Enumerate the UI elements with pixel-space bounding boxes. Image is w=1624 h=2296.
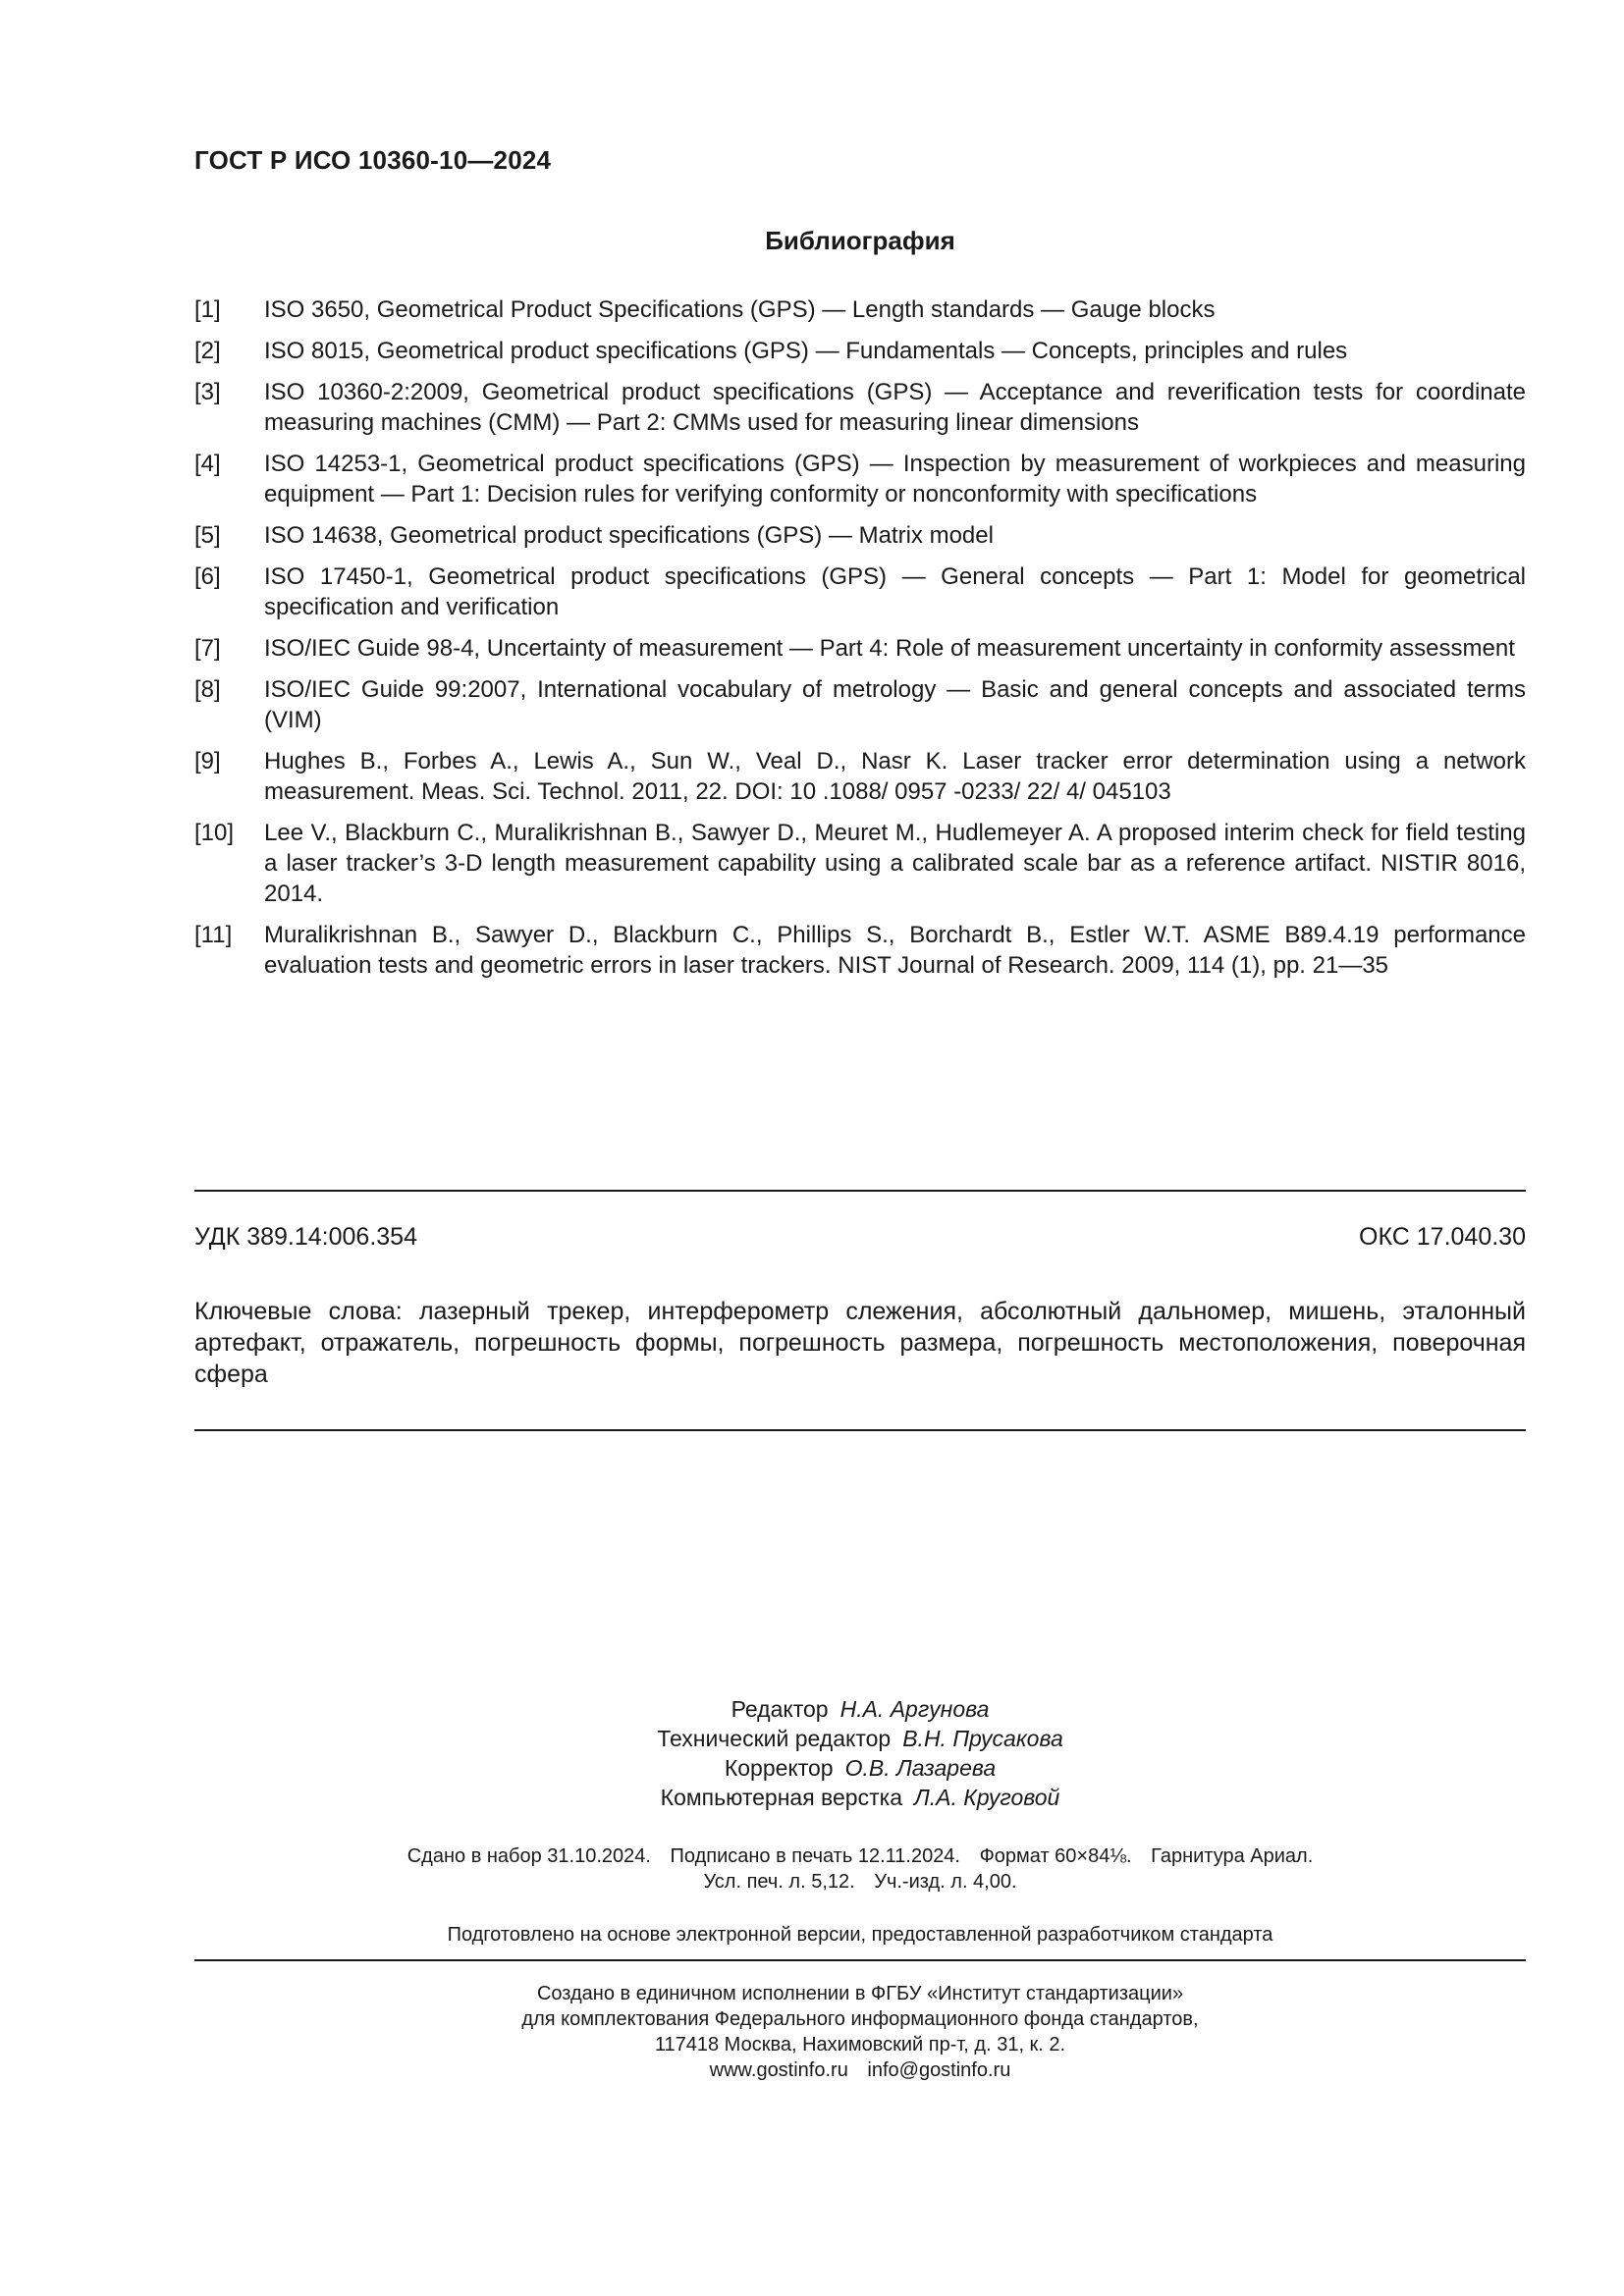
bibliography-item-text: Muralikrishnan B., Sawyer D., Blackburn C., Phillips S., Borchardt B., Estler W.T. ASME B89.4.19 performance evaluation tests and geometric errors in laser trackers. NIST Journal of Research. 2009, 114 (1), pp. 21—35 bbox=[264, 922, 1526, 979]
credit-line bbox=[194, 1724, 1526, 1753]
bibliography-item-number: [8] bbox=[194, 676, 221, 703]
bibliography-item-text: Hughes B., Forbes A., Lewis A., Sun W., Veal D., Nasr K. Laser tracker error determination using a network measurement. Meas. Sci. Technol. 2011, 22. DOI: 10 .1088/ 0957 -0233/ 22/ 4/ 045103 bbox=[264, 748, 1526, 805]
bibliography-item-text: ISO 3650, Geometrical Product Specifications (GPS) — Length standards — Gauge blocks bbox=[264, 296, 1216, 323]
created-contacts bbox=[194, 2057, 1526, 2083]
bibliography-item bbox=[194, 561, 1526, 622]
bibliography-item-number: [9] bbox=[194, 748, 221, 774]
created-block bbox=[194, 1981, 1526, 2083]
bibliography-item-number: [10] bbox=[194, 820, 235, 846]
bibliography-item-text: ISO 14253-1, Geometrical product specifications (GPS) — Inspection by measurement of workpieces and measuring equipment — Part 1: Decision rules for verifying conformity or nonconformity with specifications bbox=[264, 451, 1526, 507]
bibliography-item-number: [1] bbox=[194, 296, 221, 323]
document-page bbox=[194, 0, 1526, 2296]
submitted-date: Сдано в набор 31.10.2024. bbox=[406, 1845, 651, 1867]
bibliography-item-text: ISO 17450-1, Geometrical product specifications (GPS) — General concepts — Part 1: Model for geometrical specification and verification bbox=[264, 563, 1526, 620]
bibliography-item bbox=[194, 294, 1526, 325]
bibliography-item-number: [7] bbox=[194, 635, 221, 662]
bibliography-item-text: ISO 14638, Geometrical product specifications (GPS) — Matrix model bbox=[264, 522, 994, 549]
email-link[interactable]: info@gostinfo.ru bbox=[867, 2059, 1011, 2081]
bibliography-item bbox=[194, 377, 1526, 438]
classification-row bbox=[194, 1223, 1526, 1252]
bibliography-item bbox=[194, 920, 1526, 981]
credit-line bbox=[194, 1694, 1526, 1724]
bibliography-item-text: ISO/IEC Guide 98-4, Uncertainty of measurement — Part 4: Role of measurement uncertainty in conformity assessment bbox=[264, 635, 1515, 662]
credit-name: О.В. Лазарева bbox=[844, 1755, 997, 1781]
bibliography-item-text: ISO 10360-2:2009, Geometrical product specifications (GPS) — Acceptance and reverification tests for coordinate measuring machines (CMM) — Part 2: CMMs used for measuring linear dimensions bbox=[264, 379, 1526, 436]
bibliography-item bbox=[194, 336, 1526, 366]
signed-date: Подписано в печать 12.11.2024. bbox=[670, 1845, 960, 1867]
bibliography-item-number: [2] bbox=[194, 338, 221, 364]
credit-role: Технический редактор bbox=[657, 1726, 892, 1751]
document-header: ГОСТ Р ИСО 10360-10—2024 bbox=[194, 145, 552, 175]
credit-role: Компьютерная верстка bbox=[660, 1785, 902, 1810]
publishing-sheets: Уч.-изд. л. 4,00. bbox=[874, 1871, 1017, 1893]
print-sheets: Усл. печ. л. 5,12. bbox=[703, 1871, 855, 1893]
bibliography-item-number: [3] bbox=[194, 379, 221, 405]
bibliography-item bbox=[194, 633, 1526, 664]
credits-block bbox=[194, 1694, 1526, 1812]
credit-name: Н.А. Аргунова bbox=[839, 1696, 990, 1722]
credit-role: Редактор bbox=[731, 1696, 829, 1722]
imprint-block bbox=[194, 1843, 1526, 1895]
created-line: Создано в единичном исполнении в ФГБУ «Институт стандартизации» bbox=[536, 1983, 1184, 2004]
divider bbox=[194, 1959, 1526, 1961]
bibliography-item bbox=[194, 818, 1526, 909]
bibliography-item-number: [11] bbox=[194, 922, 233, 948]
imprint-line bbox=[194, 1869, 1526, 1895]
credit-name: Л.А. Круговой bbox=[914, 1785, 1060, 1810]
divider bbox=[194, 1429, 1526, 1431]
bibliography-item bbox=[194, 746, 1526, 807]
created-line: 117418 Москва, Нахимовский пр-т, д. 31, к. 2. bbox=[654, 2034, 1066, 2056]
bibliography-item-text: Lee V., Blackburn C., Muralikrishnan B., Sawyer D., Meuret M., Hudlemeyer A. A proposed interim check for field testing a laser tracker’s 3-D length measurement capability using a calibrated scale bar as a reference artifact. NISTIR 8016, 2014. bbox=[264, 820, 1526, 907]
bibliography-title: Библиография bbox=[765, 226, 955, 255]
bibliography-item-text: ISO/IEC Guide 99:2007, International vocabulary of metrology — Basic and general concepts and associated terms (VIM) bbox=[264, 676, 1526, 733]
credit-line bbox=[194, 1783, 1526, 1812]
paper-format: Формат 60×84⅛. bbox=[979, 1845, 1132, 1867]
udk-code: УДК 389.14:006.354 bbox=[194, 1223, 417, 1251]
divider bbox=[194, 1190, 1526, 1192]
typeface: Гарнитура Ариал. bbox=[1151, 1845, 1314, 1867]
bibliography-item-text: ISO 8015, Geometrical product specifications (GPS) — Fundamentals — Concepts, principles and rules bbox=[264, 338, 1348, 364]
keywords: Ключевые слова: лазерный трекер, интерферометр слежения, абсолютный дальномер, мишень, эталонный артефакт, отражатель, погрешность формы, погрешность размера, погрешность местоположения, поверочная сфера bbox=[194, 1298, 1526, 1388]
credit-name: В.Н. Прусакова bbox=[902, 1726, 1063, 1751]
imprint-line bbox=[194, 1843, 1526, 1869]
bibliography-item bbox=[194, 674, 1526, 735]
bibliography-item-number: [4] bbox=[194, 451, 221, 477]
created-line: для комплектования Федерального информационного фонда стандартов, bbox=[521, 2008, 1199, 2030]
prepared-note: Подготовлено на основе электронной версии, предоставленной разработчиком стандарта bbox=[447, 1924, 1273, 1946]
credit-role: Корректор bbox=[724, 1755, 834, 1781]
oks-code: ОКС 17.040.30 bbox=[1359, 1223, 1526, 1251]
bibliography-item-number: [6] bbox=[194, 563, 221, 590]
bibliography-item bbox=[194, 520, 1526, 551]
bibliography-item-number: [5] bbox=[194, 522, 221, 549]
bibliography-item bbox=[194, 449, 1526, 509]
website-link[interactable]: www.gostinfo.ru bbox=[709, 2059, 848, 2081]
bibliography-list bbox=[194, 294, 1526, 991]
credit-line bbox=[194, 1753, 1526, 1783]
